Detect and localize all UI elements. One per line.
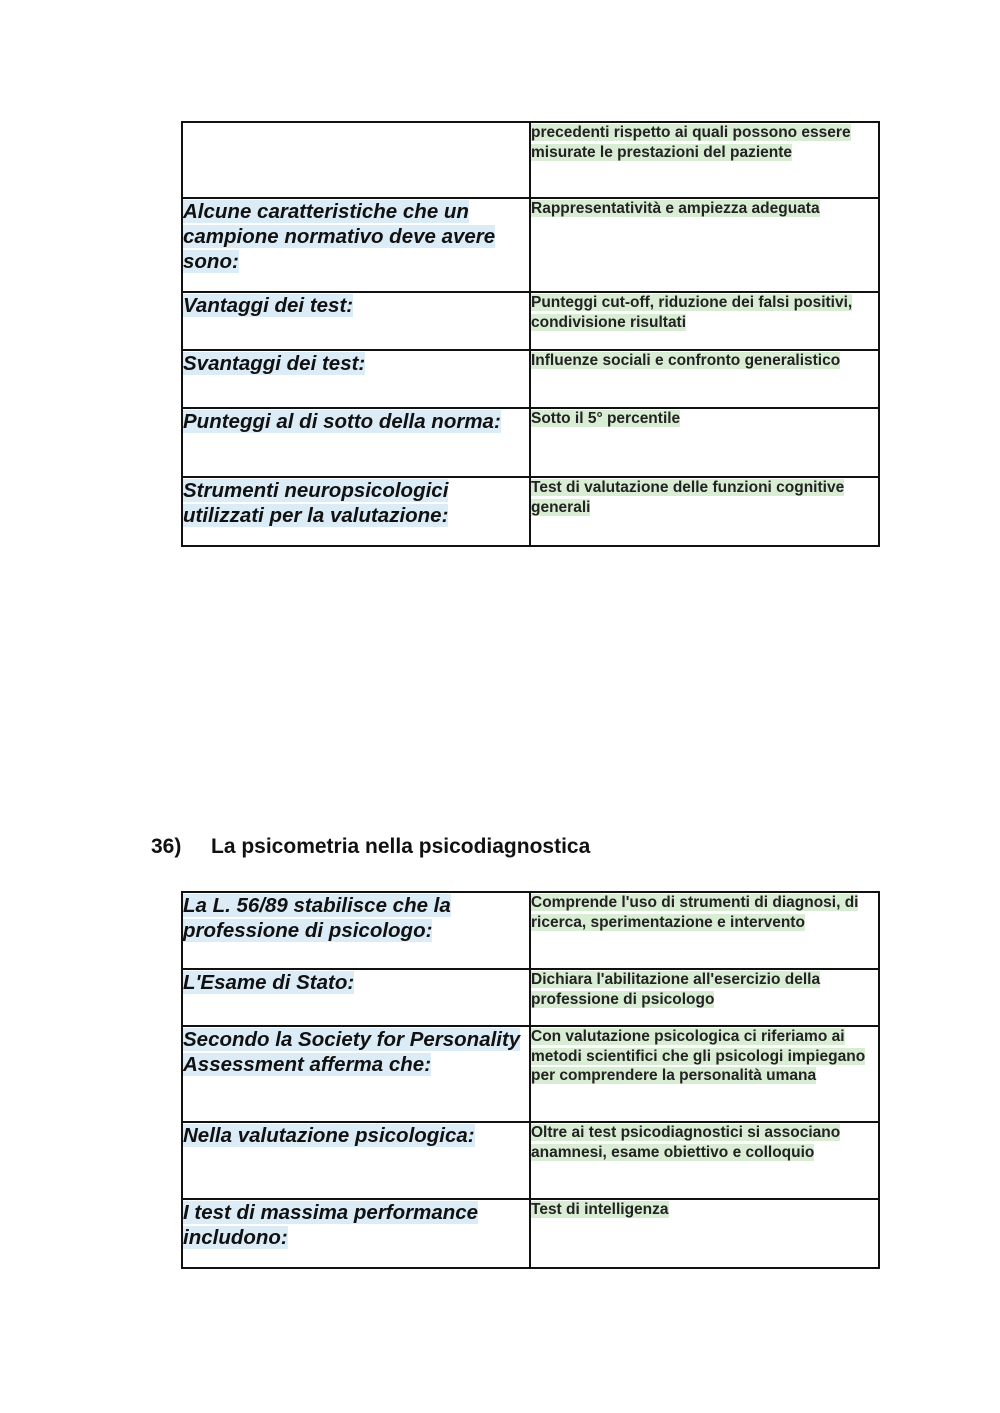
question-cell [182,1199,530,1268]
section-number: 36) [151,835,182,858]
question-text: Secondo la Society for Personality Assessment afferma che: [183,1028,521,1076]
table-row [182,350,879,408]
question-text: Nella valutazione psicologica: [183,1124,475,1147]
answer-cell [530,292,879,350]
question-text: Alcune caratteristiche che un campione normativo deve avere sono: [183,200,496,273]
answer-cell [530,408,879,477]
table-row [182,477,879,546]
section-heading [151,835,590,859]
answer-cell [530,1122,879,1199]
answer-text: Sotto il 5° percentile [531,410,681,427]
question-cell [182,198,530,292]
question-text: L'Esame di Stato: [183,971,355,994]
question-cell [182,477,530,546]
answer-text: Comprende l'uso di strumenti di diagnosi, di ricerca, sperimentazione e intervento [531,894,859,931]
question-cell [182,408,530,477]
answer-text: Punteggi cut-off, riduzione dei falsi positivi, condivisione risultati [531,294,853,331]
answer-cell [530,350,879,408]
answer-cell [530,969,879,1026]
table-row [182,892,879,969]
answer-text: Con valutazione psicologica ci riferiamo ai metodi scientifici che gli psicologi impiegano per comprendere la personalità umana [531,1028,866,1084]
question-cell [182,1122,530,1199]
table-row [182,1199,879,1268]
answer-text: precedenti rispetto ai quali possono essere misurate le prestazioni del paziente [531,124,851,161]
question-cell [182,350,530,408]
answer-text: Test di valutazione delle funzioni cognitive generali [531,479,845,516]
question-cell [182,969,530,1026]
question-text: Punteggi al di sotto della norma: [183,410,501,433]
answer-cell [530,477,879,546]
question-text: La L. 56/89 stabilisce che la professione di psicologo: [183,894,451,942]
question-text: Svantaggi dei test: [183,352,366,375]
table-row [182,969,879,1026]
section-title: La psicometria nella psicodiagnostica [211,835,591,858]
table-row [182,1026,879,1122]
answer-text: Rappresentatività e ampiezza adeguata [531,200,820,217]
answer-cell [530,122,879,198]
answer-text: Dichiara l'abilitazione all'esercizio della professione di psicologo [531,971,821,1008]
question-text: Vantaggi dei test: [183,294,354,317]
table-row [182,408,879,477]
answer-cell [530,1026,879,1122]
question-text: Strumenti neuropsicologici utilizzati per la valutazione: [183,479,449,527]
answer-cell [530,1199,879,1268]
answer-text: Test di intelligenza [531,1201,669,1218]
table-row [182,1122,879,1199]
answer-cell [530,892,879,969]
answer-cell [530,198,879,292]
question-cell [182,122,530,198]
answer-text: Influenze sociali e confronto generalistico [531,352,841,369]
qa-table-2 [181,891,880,1269]
question-cell [182,292,530,350]
table-row [182,198,879,292]
table-row [182,292,879,350]
question-cell [182,892,530,969]
qa-table-1 [181,121,880,547]
answer-text: Oltre ai test psicodiagnostici si associano anamnesi, esame obiettivo e colloquio [531,1124,841,1161]
table-row [182,122,879,198]
question-cell [182,1026,530,1122]
question-text: I test di massima performance includono: [183,1201,479,1249]
